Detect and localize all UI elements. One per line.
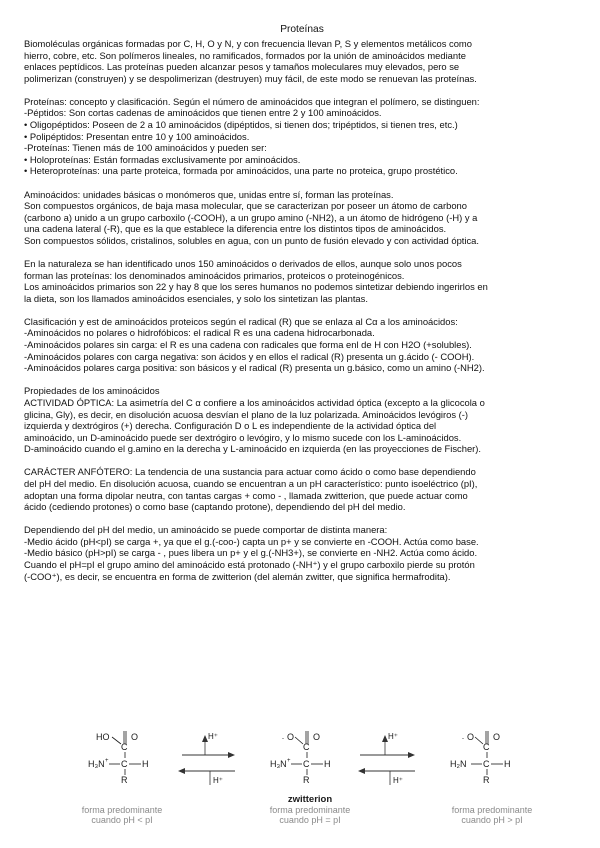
struct2-alpha-carbon: C: [303, 759, 310, 769]
text-line: -Medio básico (pH>pI) se carga - , pues libera un p+ y el g.(-NH3+), se convierte en -NH2. Actúa como ácido.: [24, 547, 478, 559]
text-line: hierro, cobre, etc. Son polímeros lineales, no ramificados, formados por la unión de aminoácidos mediante: [24, 49, 466, 61]
equilibrium-arrows-1: [178, 732, 235, 785]
text-line: la dieta, son los llamados aminoácidos esenciales, y solo los sintetizan las plantas.: [24, 292, 368, 304]
text-line: izquierda y dextrógiros (+) derecha. Configuración D o L es independiente de la actividad óptica del: [24, 420, 437, 432]
caption-1-line-2: cuando pH < pI: [91, 815, 153, 825]
struct1-plus-charge: +: [105, 758, 109, 764]
text-line: Aminoácidos: unidades básicas o monómeros que, unidas entre sí, forman las proteínas.: [24, 188, 394, 200]
captions: [82, 805, 533, 825]
text-line: -Proteínas: Tienen más de 100 aminoácidos y pueden ser:: [24, 142, 267, 154]
text-line: Los aminoácidos primarios son 22 y hay 8 que los seres humanos no podemos sintetizar debiendo ingerirlos en: [24, 281, 488, 293]
struct3-minus-charge: -: [462, 736, 464, 742]
struct1-amine-label: H₃N: [88, 759, 105, 769]
text-line: • Polipéptidos: Presentan entre 10 y 100 aminoácidos.: [24, 130, 250, 142]
struct2-plus-charge: +: [287, 758, 291, 764]
text-line: ACTIVIDAD ÓPTICA: La asimetría del C α confiere a los aminoácidos actividad óptica (excepto a la glicocola o: [24, 396, 485, 408]
struct2-o-label: O: [313, 732, 321, 742]
paragraph: [24, 316, 580, 374]
caption-1-line-1: forma predominante: [81, 805, 163, 815]
zwitterion-label: zwitterion: [287, 794, 333, 805]
paragraph: [24, 258, 580, 304]
struct2-minus-charge: -: [282, 736, 284, 742]
text-line: (-COO⁺), es decir, se encuentra en forma de zwitterion (del alemán zwitter, que significa hermafrodita).: [24, 570, 451, 582]
struct1-r-group: R: [121, 775, 128, 785]
text-line: -Aminoácidos polares sin carga: el R es una cadena con radicales que forma enl de H con H2O (+solubles).: [24, 339, 472, 351]
proton-uptake-label-1: H⁺: [213, 776, 223, 785]
struct3-hydrogen: H: [504, 759, 511, 769]
paragraph: [24, 385, 580, 455]
zwitterion-diagram: [60, 727, 560, 842]
text-line: • Holoproteínas: Están formadas exclusivamente por aminoácidos.: [24, 153, 301, 165]
text-line: -Aminoácidos polares con carga negativa: son ácidos y en ellos el radical (R) presenta un g.ácido (- COOH).: [24, 350, 475, 362]
text-line: ácido (cediendo protones) o como base (captando protone), dependiendo del pH del medio.: [24, 501, 406, 513]
struct3-amine-label: H₂N: [450, 759, 467, 769]
struct2-o-minus-label: O: [287, 732, 295, 742]
caption-2-line-1: forma predominante: [269, 805, 351, 815]
text-line: Dependiendo del pH del medio, un aminoácido se puede comportar de distinta manera:: [24, 524, 388, 536]
proton-release-label-2: H⁺: [388, 732, 398, 741]
text-line: aminoácido, un D-aminoácido puede ser dextrógiro o levógiro, y lo mismo sucede con los L-aminoácidos.: [24, 431, 462, 443]
document-body: [24, 38, 580, 582]
text-line: Biomoléculas orgánicas formadas por C, H, O y N, y con frecuencia llevan P, S y elementos metálicos como: [24, 38, 472, 49]
paragraph: [24, 189, 580, 247]
proton-release-label-1: H⁺: [208, 732, 218, 741]
equilibrium-arrows-2: [358, 732, 415, 785]
text-line: Son compuestos sólidos, cristalinos, solubles en agua, con un punto de fusión elevado y con actividad óptica.: [24, 234, 479, 246]
text-line: (carbono a) unido a un grupo carboxilo (-COOH), a un grupo amino (-NH2), a un átomo de hidrógeno (-H) y a: [24, 211, 478, 223]
struct3-r-group: R: [483, 775, 490, 785]
text-line: una cadena lateral (-R), que es la que establece la diferencia entre los distintos tipos de aminoácidos.: [24, 223, 447, 235]
text-line: Proteínas: concepto y clasificación. Según el número de aminoácidos que integran el polímero, se distinguen:: [24, 95, 480, 107]
paragraph: [24, 466, 580, 512]
struct1-carboxyl-c: C: [121, 742, 128, 752]
struct1-hydrogen: H: [142, 759, 149, 769]
text-line: enlaces peptídicos. Las proteínas pueden alcanzar pesos y tamaños moleculares muy elevados, pero se: [24, 61, 460, 73]
struct3-o-label: O: [493, 732, 501, 742]
struct2-carboxyl-c: C: [303, 742, 310, 752]
text-line: del pH del medio. En disolución acuosa, cuando se encuentran a un pH característico: punto isoeléctrico (pI),: [24, 478, 478, 489]
text-line: D-aminoácido cuando el g.amino en la derecha y L-aminoácido en izquierda (en las proyecciones de Fischer).: [24, 443, 482, 455]
caption-3-line-1: forma predominante: [451, 805, 533, 815]
struct1-o-label: O: [131, 732, 139, 742]
struct3-carboxyl-c: C: [483, 742, 490, 752]
text-line: Propiedades de los aminoácidos: [24, 385, 160, 397]
text-line: -Medio ácido (pH<pI) se carga +, ya que el g.(-coo-) capta un p+ y se convierte en -COOH. Actúa como base.: [24, 535, 479, 547]
page-title: Proteínas: [280, 24, 324, 35]
struct1-oh-label: HO: [96, 732, 110, 742]
struct3-o-minus-label: O: [467, 732, 475, 742]
text-line: polimerizan (construyen) y se despolimerizan (destruyen) muy fácil, de este modo se renuevan las proteínas.: [24, 72, 477, 84]
text-line: Clasificación y est de aminoácidos proteicos según el radical (R) que se enlaza al Cα a los aminoácidos:: [24, 315, 458, 327]
text-line: glicina, Gly), es decir, en disolución acuosa desvían el plano de la luz polarizada. Aminoácidos levógiros (-): [24, 408, 468, 420]
struct2-amine-label: H₃N: [270, 759, 287, 769]
paragraph: [24, 524, 580, 582]
caption-2-line-2: cuando pH = pI: [279, 815, 341, 825]
structure-acid-form: [88, 731, 149, 785]
text-line: -Aminoácidos polares carga positiva: son básicos y el radical (R) presenta un g.básico, como un amino (-NH2).: [24, 362, 485, 374]
text-line: En la naturaleza se han identificado unos 150 aminoácidos o derivados de ellos, aunque solo unos pocos: [24, 258, 462, 269]
structure-zwitterion: [270, 731, 331, 785]
text-line: -Aminoácidos no polares o hidrofóbicos: el radical R es una cadena hidrocarbonada.: [24, 327, 375, 339]
paragraph: [24, 38, 580, 84]
text-line: • Oligopéptidos: Poseen de 2 a 10 aminoácidos (dipéptidos, si tienen dos; tripéptidos, si tienen tres, etc.): [24, 119, 458, 131]
text-line: Son compuestos orgánicos, de baja masa molecular, que se caracterizan por poseer un átomo de carbono: [24, 200, 467, 212]
text-line: CARÁCTER ANFÓTERO: La tendencia de una sustancia para actuar como ácido o como base dependiendo: [24, 466, 476, 478]
structure-base-form: [450, 731, 511, 785]
caption-3-line-2: cuando pH > pI: [461, 815, 523, 825]
struct2-r-group: R: [303, 775, 310, 785]
struct2-hydrogen: H: [324, 759, 331, 769]
text-line: Cuando el pH=pI el grupo amino del aminoácido está protonado (-NH⁺) y el grupo carboxilo pierde su protón: [24, 559, 475, 571]
text-line: forman las proteínas: los denominados aminoácidos primarios, proteicos o proteinogénicos.: [24, 269, 405, 281]
struct3-alpha-carbon: C: [483, 759, 490, 769]
text-line: adoptan una forma dipolar neutra, con tantas cargas + como - , llamada zwitterion, que puede actuar como: [24, 489, 468, 501]
struct1-alpha-carbon: C: [121, 759, 128, 769]
document-page: [24, 24, 580, 594]
paragraph: [24, 96, 580, 177]
proton-uptake-label-2: H⁺: [393, 776, 403, 785]
text-line: -Péptidos: Son cortas cadenas de aminoácidos que tienen entre 2 y 100 aminoácidos.: [24, 107, 382, 119]
text-line: • Heteroproteínas: una parte proteica, formada por aminoácidos, una parte no proteica, grupo prostético.: [24, 165, 458, 177]
